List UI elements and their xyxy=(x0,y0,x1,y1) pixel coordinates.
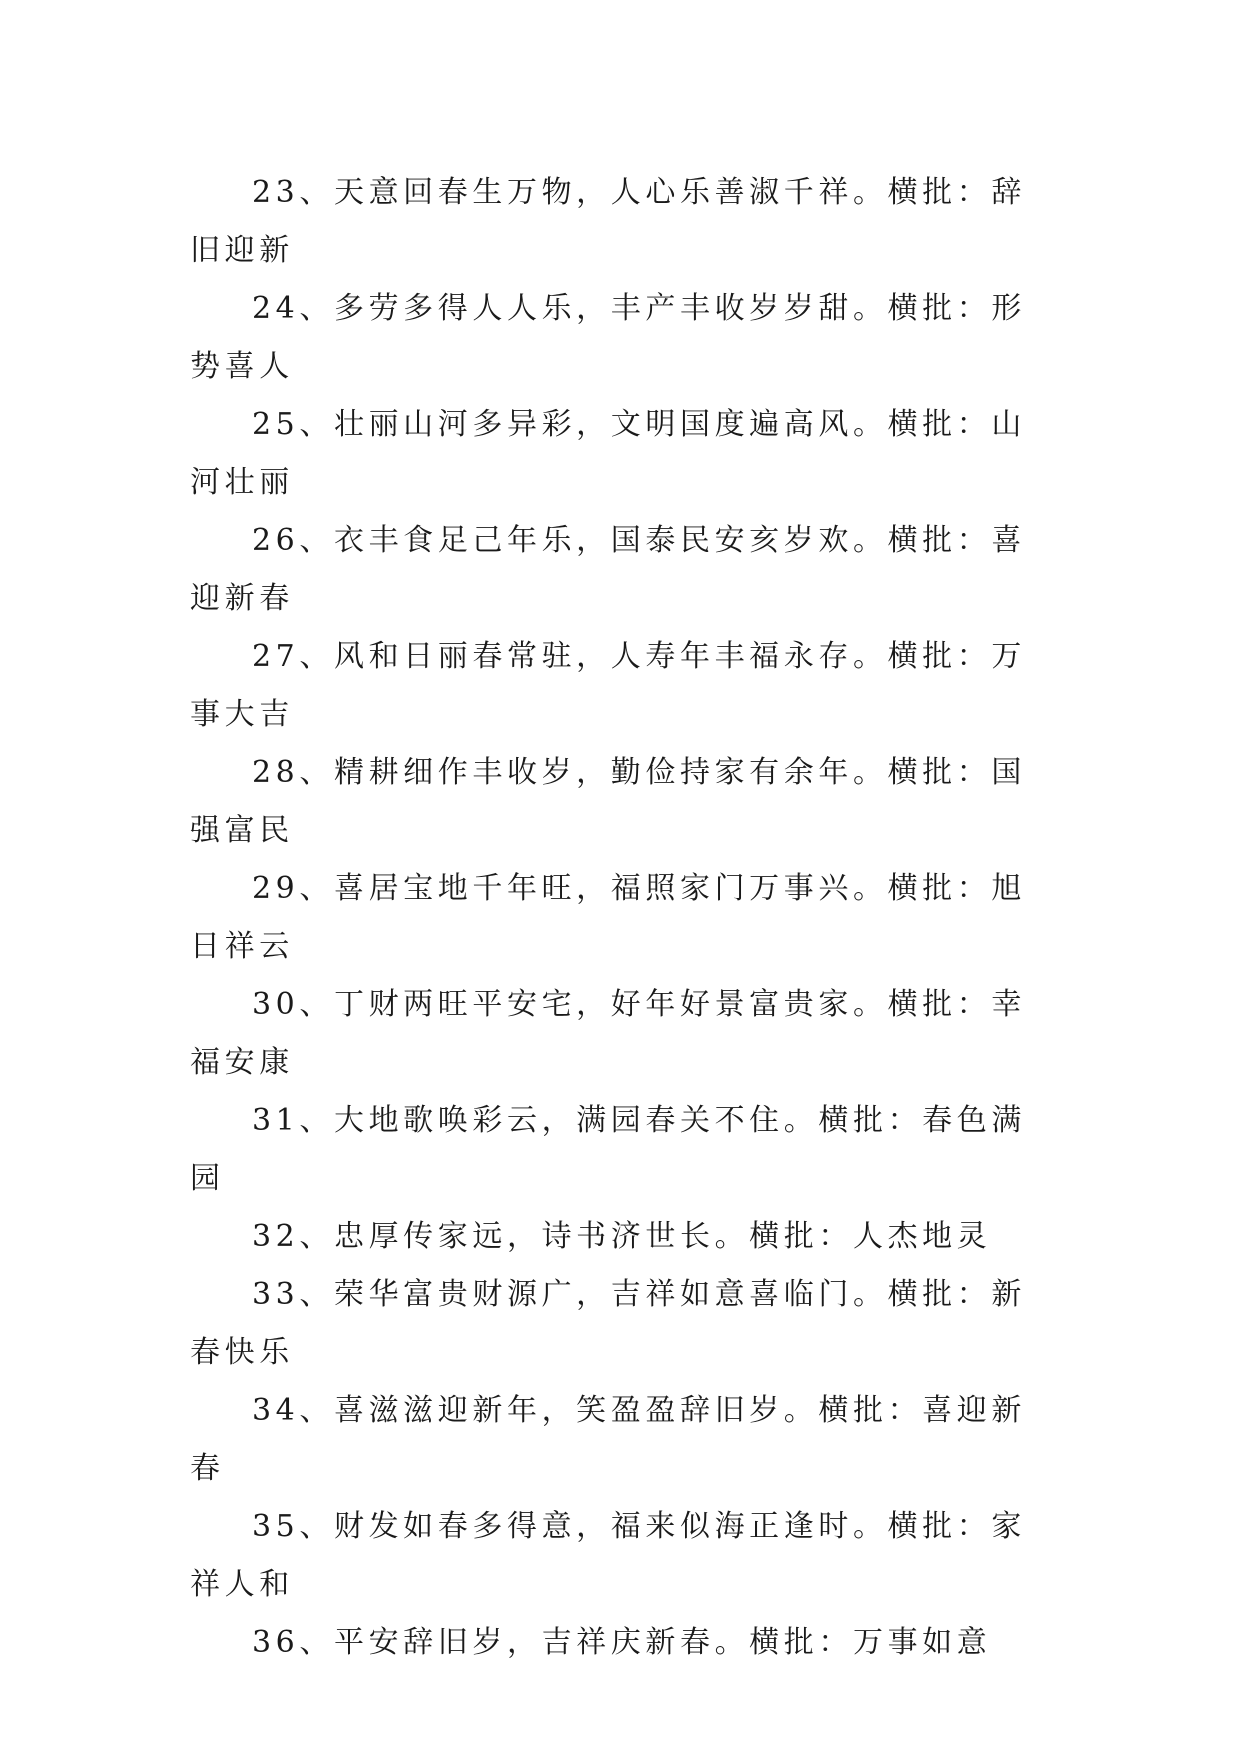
couplet-32: 32、忠厚传家远，诗书济世长。横批：人杰地灵 xyxy=(252,1219,992,1254)
couplet-25: 25、壮丽山河多异彩，文明国度遍高风。横批：山河壮丽 xyxy=(190,407,1026,500)
couplet-30: 30、丁财两旺平安宅，好年好景富贵家。横批：幸福安康 xyxy=(190,987,1026,1080)
couplet-24: 24、多劳多得人人乐，丰产丰收岁岁甜。横批：形势喜人 xyxy=(190,291,1026,384)
couplet-34: 34、喜滋滋迎新年，笑盈盈辞旧岁。横批：喜迎新春 xyxy=(190,1393,1026,1486)
couplet-26: 26、衣丰食足己年乐，国泰民安亥岁欢。横批：喜迎新春 xyxy=(190,523,1026,616)
couplet-23: 23、天意回春生万物，人心乐善淑千祥。横批：辞旧迎新 xyxy=(190,175,1026,268)
couplet-list xyxy=(190,164,1060,1672)
couplet-27: 27、风和日丽春常驻，人寿年丰福永存。横批：万事大吉 xyxy=(190,639,1026,732)
couplet-35: 35、财发如春多得意，福来似海正逢时。横批：家祥人和 xyxy=(190,1509,1026,1602)
couplet-33: 33、荣华富贵财源广，吉祥如意喜临门。横批：新春快乐 xyxy=(190,1277,1026,1370)
couplet-36: 36、平安辞旧岁，吉祥庆新春。横批：万事如意 xyxy=(252,1625,992,1660)
couplet-31: 31、大地歌唤彩云，满园春关不住。横批：春色满园 xyxy=(190,1103,1026,1196)
couplet-29: 29、喜居宝地千年旺，福照家门万事兴。横批：旭日祥云 xyxy=(190,871,1026,964)
couplet-28: 28、精耕细作丰收岁，勤俭持家有余年。横批：国强富民 xyxy=(190,755,1026,848)
